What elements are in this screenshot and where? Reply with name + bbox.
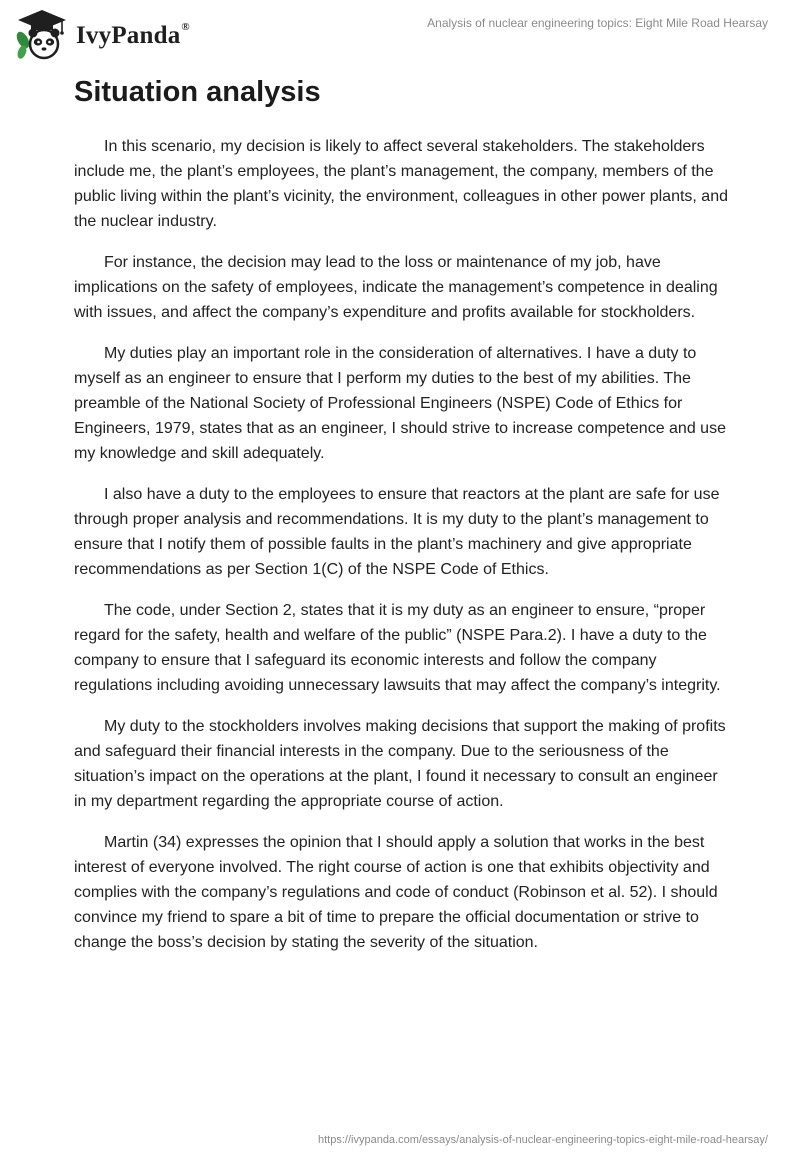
paragraph: My duties play an important role in the consideration of alternatives. I have a duty to myself as an engineer to ensure that I perform my duties to the best of my abilities. The preamble of the National Society of Professional Engineers (NSPE) Code of Ethics for Engineers, 1979, states that as an engineer, I should strive to increase competence and use my knowledge and skill adequately.	[74, 345, 726, 462]
article-body	[74, 72, 730, 971]
logo-wordmark: IvyPanda®	[76, 20, 190, 49]
section-heading: Situation analysis	[74, 76, 321, 108]
paragraph: For instance, the decision may lead to the loss or maintenance of my job, have implications on the safety of employees, indicate the management’s competence in dealing with issues, and affect the company’s expenditure and profits available for stockholders.	[74, 254, 718, 321]
ivypanda-logo[interactable]	[14, 8, 190, 60]
paragraph: In this scenario, my decision is likely to affect several stakeholders. The stakeholders include me, the plant’s employees, the plant’s management, the company, members of the public living within the plant’s vicinity, the environment, colleagues in other power plants, and the nuclear industry.	[74, 138, 728, 230]
document-title: Analysis of nuclear engineering topics: Eight Mile Road Hearsay	[427, 16, 768, 30]
source-url[interactable]: https://ivypanda.com/essays/analysis-of-nuclear-engineering-topics-eight-mile-road-hearsay/	[318, 1134, 768, 1146]
page-header	[0, 0, 800, 70]
paragraph: Martin (34) expresses the opinion that I should apply a solution that works in the best interest of everyone involved. The right course of action is one that exhibits objectivity and complies with the company’s regulations and code of conduct (Robinson et al. 52). I should convince my friend to spare a bit of time to prepare the official documentation or strive to change the boss’s decision by stating the severity of the situation.	[74, 834, 718, 951]
paragraph: My duty to the stockholders involves making decisions that support the making of profits and safeguard their financial interests in the company. Due to the seriousness of the situation’s impact on the operations at the plant, I found it necessary to consult an engineer in my department regarding the appropriate course of action.	[74, 718, 726, 810]
panda-graduate-icon	[14, 8, 70, 60]
paragraph: The code, under Section 2, states that it is my duty as an engineer to ensure, “proper regard for the safety, health and welfare of the public” (NSPE Para.2). I have a duty to the company to ensure that I safeguard its economic interests and follow the company regulations including avoiding unnecessary lawsuits that may affect the company’s integrity.	[74, 602, 721, 694]
paragraph: I also have a duty to the employees to ensure that reactors at the plant are safe for use through proper analysis and recommendations. It is my duty to the plant’s management to ensure that I notify them of possible faults in the plant’s machinery and give appropriate recommendations as per Section 1(C) of the NSPE Code of Ethics.	[74, 486, 720, 578]
registered-mark: ®	[181, 20, 190, 33]
